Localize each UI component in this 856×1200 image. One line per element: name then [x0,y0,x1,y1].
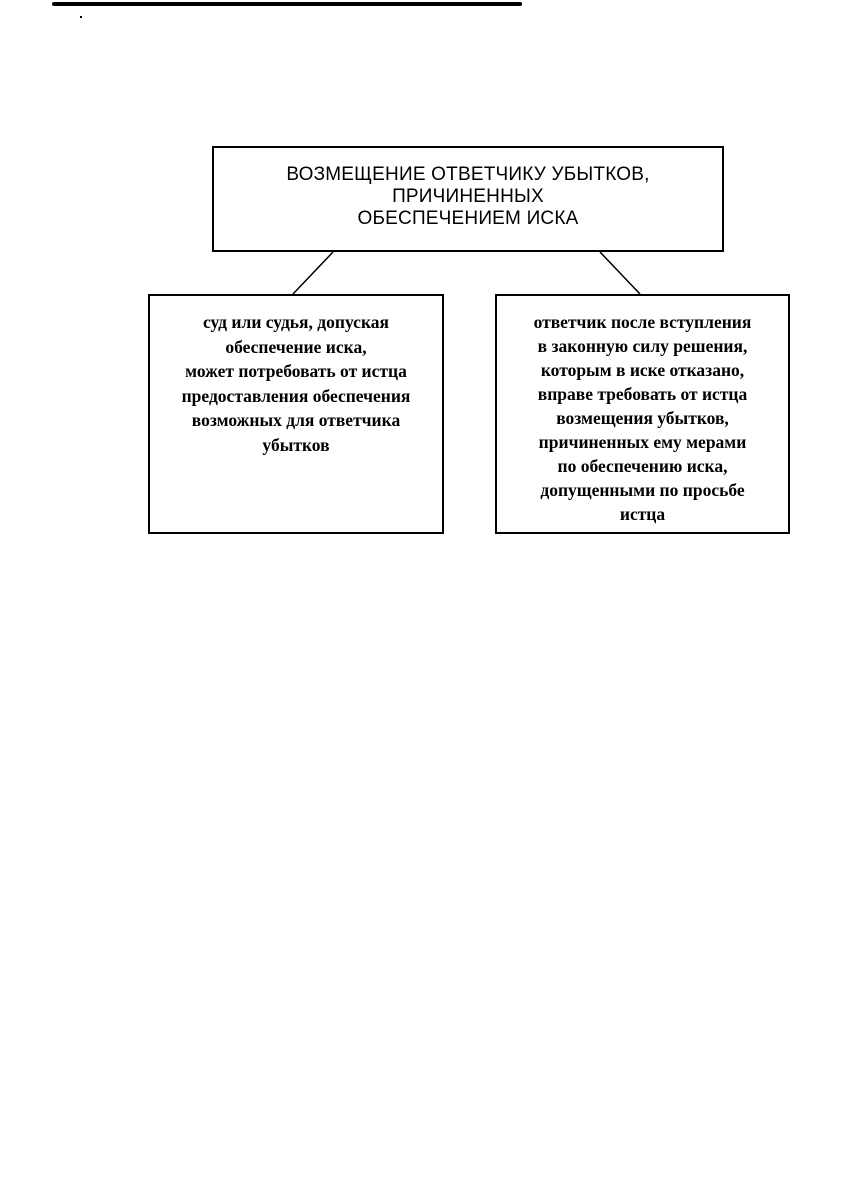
left-box-line-2: обеспечение иска, [225,336,367,357]
left-box-line-5: возможных для ответчика [191,410,401,430]
main-title-line-3: ОБЕСПЕЧЕНИЕМ ИСКА [357,208,579,229]
right-branch-box [495,294,790,534]
left-branch-box [148,294,444,534]
right-box-line-3: которым в иске отказано, [540,360,745,380]
right-box-line-6: причиненных ему мерами [538,432,747,452]
main-concept-box [212,146,724,252]
connector-right [600,252,640,294]
main-title-line-2: ПРИЧИНЕННЫХ [392,186,544,207]
left-box-line-6: убытков [262,434,330,455]
right-box-line-7: по обеспечению иска, [557,456,728,476]
right-box-line-9: истца [619,504,666,524]
left-box-line-3: может потребовать от истца [185,361,407,381]
connector-left [293,252,333,294]
right-box-line-2: в законную силу решения, [537,336,748,356]
main-title-line-1: ВОЗМЕЩЕНИЕ ОТВЕТЧИКУ УБЫТКОВ, [286,164,650,185]
right-box-line-8: допущенными по просьбе [540,480,745,500]
left-box-line-1: суд или судья, допуская [203,312,389,332]
right-box-line-4: вправе требовать от истца [537,384,748,404]
right-box-line-5: возмещения убытков, [556,408,729,428]
right-box-line-1: ответчик после вступления [533,312,752,332]
left-box-line-4: предоставления обеспечения [181,385,411,406]
